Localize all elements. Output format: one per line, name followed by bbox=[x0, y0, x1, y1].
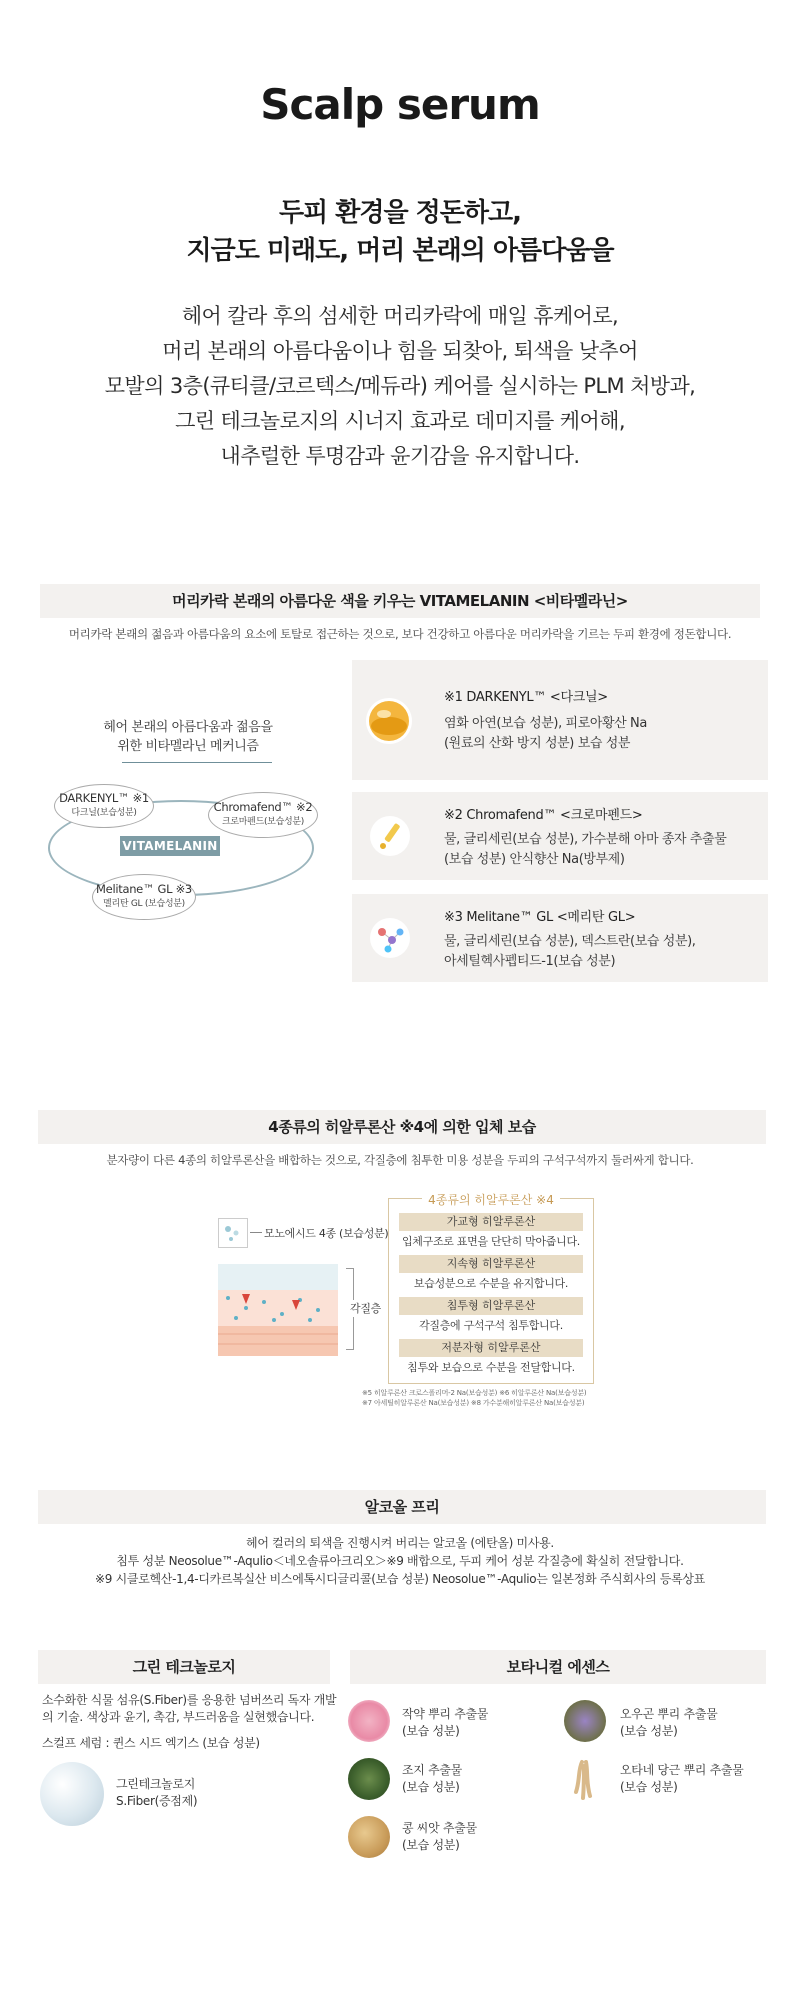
botanical-item-5-sub: (보습 성분) bbox=[402, 1838, 460, 1852]
node-chromafend-name: Chromafend™ ※2 bbox=[213, 800, 313, 814]
melitane-card-line-1: 물, 글리세린(보습 성분), 덱스트란(보습 성분), bbox=[444, 934, 696, 949]
alcohol-line-2: 침투 성분 Neosolue™-Aqulio＜네오솔류아크리오＞※9 배합으로, 두피 케어 성분 각질층에 확실히 전달합니다. bbox=[116, 1554, 684, 1568]
botanical-item-3-sub: (보습 성분) bbox=[402, 1780, 460, 1794]
darkenyl-card-title: ※1 DARKENYL™ <다크닐> bbox=[444, 690, 608, 705]
botanical-item-1-sub: (보습 성분) bbox=[402, 1724, 460, 1738]
peony-icon bbox=[348, 1700, 390, 1742]
skullcap-flower-icon bbox=[564, 1700, 606, 1742]
botanical-item-2-sub: (보습 성분) bbox=[620, 1724, 678, 1738]
melitane-card-line-2: 아세틸헥사펩티드-1(보습 성분) bbox=[444, 954, 616, 969]
node-melitane-name: Melitane™ GL ※3 bbox=[96, 882, 192, 896]
crosslinked-ha-text: 입체구조로 표면을 단단히 막아줍니다. bbox=[401, 1235, 580, 1248]
intro-line-3: 모발의 3층(큐티클/코르텍스/메듀라) 케어를 실시하는 PLM 처방과, bbox=[104, 374, 696, 398]
node-darkenyl bbox=[54, 784, 154, 828]
sustained-ha-label: 지속형 히알루론산 bbox=[399, 1255, 583, 1273]
botanical-item-4-name: 오타네 당근 뿌리 추출물 bbox=[620, 1763, 744, 1777]
green-tech-item-line-1: 그린테크놀로지 bbox=[116, 1777, 196, 1791]
penetrating-ha-label: 침투형 히알루론산 bbox=[399, 1297, 583, 1315]
vitamelanin-mechanism bbox=[48, 660, 352, 950]
monoacid-label: 모노에시드 4종 (보습성분) bbox=[264, 1227, 389, 1240]
crosslinked-ha-label: 가교형 히알루론산 bbox=[399, 1213, 583, 1231]
green-tech-extract: 스컬프 세럼 : 퀸스 시드 엑기스 (보습 성분) bbox=[42, 1736, 260, 1750]
ginseng-root-icon bbox=[564, 1758, 606, 1800]
botanical-item-1-name: 작약 뿌리 추출물 bbox=[402, 1707, 489, 1721]
alcohol-line-1: 헤어 컬러의 퇴색을 진행시켜 버리는 알코올 (에탄올) 미사용. bbox=[246, 1536, 554, 1550]
vitamelanin-badge: VITAMELANIN bbox=[120, 836, 220, 856]
node-darkenyl-name: DARKENYL™ ※1 bbox=[59, 791, 149, 805]
hyaluronic-box-title: 4종류의 히알루론산 ※4 bbox=[422, 1193, 560, 1207]
darkenyl-card-line-1: 염화 아연(보습 성분), 피로아황산 Na bbox=[444, 716, 647, 731]
monoacid-icon bbox=[218, 1218, 248, 1248]
mechanism-underline bbox=[122, 762, 272, 763]
chromafend-card bbox=[352, 792, 768, 880]
green-tech-item-line-2: S.Fiber(증점제) bbox=[116, 1794, 198, 1808]
botanical-item-4-sub: (보습 성분) bbox=[620, 1780, 678, 1794]
melitane-card-title: ※3 Melitane™ GL <메리탄 GL> bbox=[444, 910, 636, 925]
node-chromafend-sub: 크로마펜드(보습성분) bbox=[222, 817, 304, 827]
low-molecular-ha-label: 저분자형 히알루론산 bbox=[399, 1339, 583, 1357]
green-tech-text-line-1: 소수화한 식물 섬유(S.Fiber)를 응용한 넘버쓰리 독자 개발 bbox=[42, 1693, 337, 1707]
headline-line-2: 지금도 미래도, 머리 본래의 아름다움을 bbox=[186, 236, 614, 266]
dropper-icon bbox=[370, 816, 410, 856]
intro-line-2: 머리 본래의 아름다움이나 힘을 되찾아, 퇴색을 낮추어 bbox=[162, 339, 638, 363]
skin-layer-illustration bbox=[218, 1264, 338, 1356]
penetrating-ha-text: 각질층에 구석구석 침투합니다. bbox=[419, 1319, 563, 1332]
headline-line-1: 두피 환경을 정돈하고, bbox=[278, 198, 522, 228]
vitamelanin-section-title: 머리카락 본래의 아름다운 색을 키우는 VITAMELANIN <비타멜라닌> bbox=[40, 584, 760, 618]
low-molecular-ha-text: 침투와 보습으로 수분을 전달합니다. bbox=[407, 1361, 575, 1374]
mechanism-title-line-2: 위한 비타멜라닌 메커니즘 bbox=[117, 739, 259, 754]
hyaluronic-description: 분자량이 다른 4종의 히알루론산을 배합하는 것으로, 각질층에 침투한 미용 성분을 두피의 구석구석까지 둘러싸게 합니다. bbox=[106, 1153, 694, 1167]
botanical-item-2-name: 오우곤 뿌리 추출물 bbox=[620, 1707, 718, 1721]
node-melitane bbox=[92, 874, 196, 920]
botanical-item-5-name: 콩 씨앗 추출물 bbox=[402, 1821, 477, 1835]
intro-line-5: 내추럴한 투명감과 윤기감을 유지합니다. bbox=[220, 444, 580, 468]
botanical-item-3-name: 조지 추출물 bbox=[402, 1763, 462, 1777]
sustained-ha-text: 보습성분으로 수분을 유지합니다. bbox=[413, 1277, 569, 1290]
alcohol-line-3: ※9 시클로헥산-1,4-디카르복실산 비스에톡시디글리콜(보습 성분) Neosolue™-Aqulio는 일본정화 주식회사의 등록상표 bbox=[95, 1572, 705, 1586]
botanical-section-title: 보타니컬 에센스 bbox=[350, 1650, 766, 1684]
s-fiber-gel-icon bbox=[40, 1762, 104, 1826]
node-chromafend bbox=[208, 792, 318, 838]
hyaluronic-types-box bbox=[388, 1193, 594, 1384]
page-title: Scalp serum bbox=[260, 80, 540, 129]
node-melitane-sub: 멜리탄 GL (보습성분) bbox=[103, 899, 185, 909]
node-darkenyl-sub: 다크닐(보습성분) bbox=[71, 808, 137, 818]
stratum-corneum-label: 각질층 bbox=[350, 1302, 381, 1315]
intro-line-1: 헤어 칼라 후의 섬세한 머리카락에 매일 휴케어로, bbox=[181, 304, 619, 328]
chromafend-card-title: ※2 Chromafend™ <크로마펜드> bbox=[444, 808, 643, 823]
hyaluronic-footnote-2: ※7 아세틸히알루론산 Na(보습성분) ※8 가수분해히알루론산 Na(보습성분) bbox=[362, 1399, 585, 1407]
alcohol-free-section-title: 알코올 프리 bbox=[38, 1490, 766, 1524]
darkenyl-card-line-2: (원료의 산화 방지 성분) 보습 성분 bbox=[444, 736, 631, 751]
green-tech-text-line-2: 의 기술. 색상과 윤기, 촉감, 부드러움을 실현했습니다. bbox=[42, 1710, 315, 1724]
chromafend-card-line-2: (보습 성분) 안식향산 Na(방부제) bbox=[444, 852, 625, 867]
vitamelanin-description: 머리카락 본래의 젊음과 아름다움의 요소에 토탈로 접근하는 것으로, 보다 건강하고 아름다운 머리카락을 기르는 두피 환경에 정돈합니다. bbox=[68, 627, 732, 641]
soybean-icon bbox=[348, 1816, 390, 1858]
monoacid-leader bbox=[250, 1232, 262, 1233]
herb-leaves-icon bbox=[348, 1758, 390, 1800]
hyaluronic-footnote-1: ※5 히알루론산 크로스폴리머-2 Na(보습성분) ※6 히알루론산 Na(보습성분) bbox=[362, 1389, 587, 1397]
melitane-card bbox=[352, 894, 768, 982]
green-tech-section-title: 그린 테크놀로지 bbox=[38, 1650, 330, 1684]
chromafend-card-line-1: 물, 글리세린(보습 성분), 가수분해 아마 종자 추출물 bbox=[444, 832, 727, 847]
darkenyl-card bbox=[352, 660, 768, 780]
hyaluronic-section-title: 4종류의 히알루론산 ※4에 의한 입체 보습 bbox=[38, 1110, 766, 1144]
molecule-icon bbox=[370, 918, 410, 958]
mechanism-title-line-1: 헤어 본래의 아름다움과 젊음을 bbox=[103, 720, 273, 735]
oil-capsule-icon bbox=[366, 698, 412, 744]
intro-line-4: 그린 테크놀로지의 시너지 효과로 데미지를 케어해, bbox=[175, 409, 625, 433]
